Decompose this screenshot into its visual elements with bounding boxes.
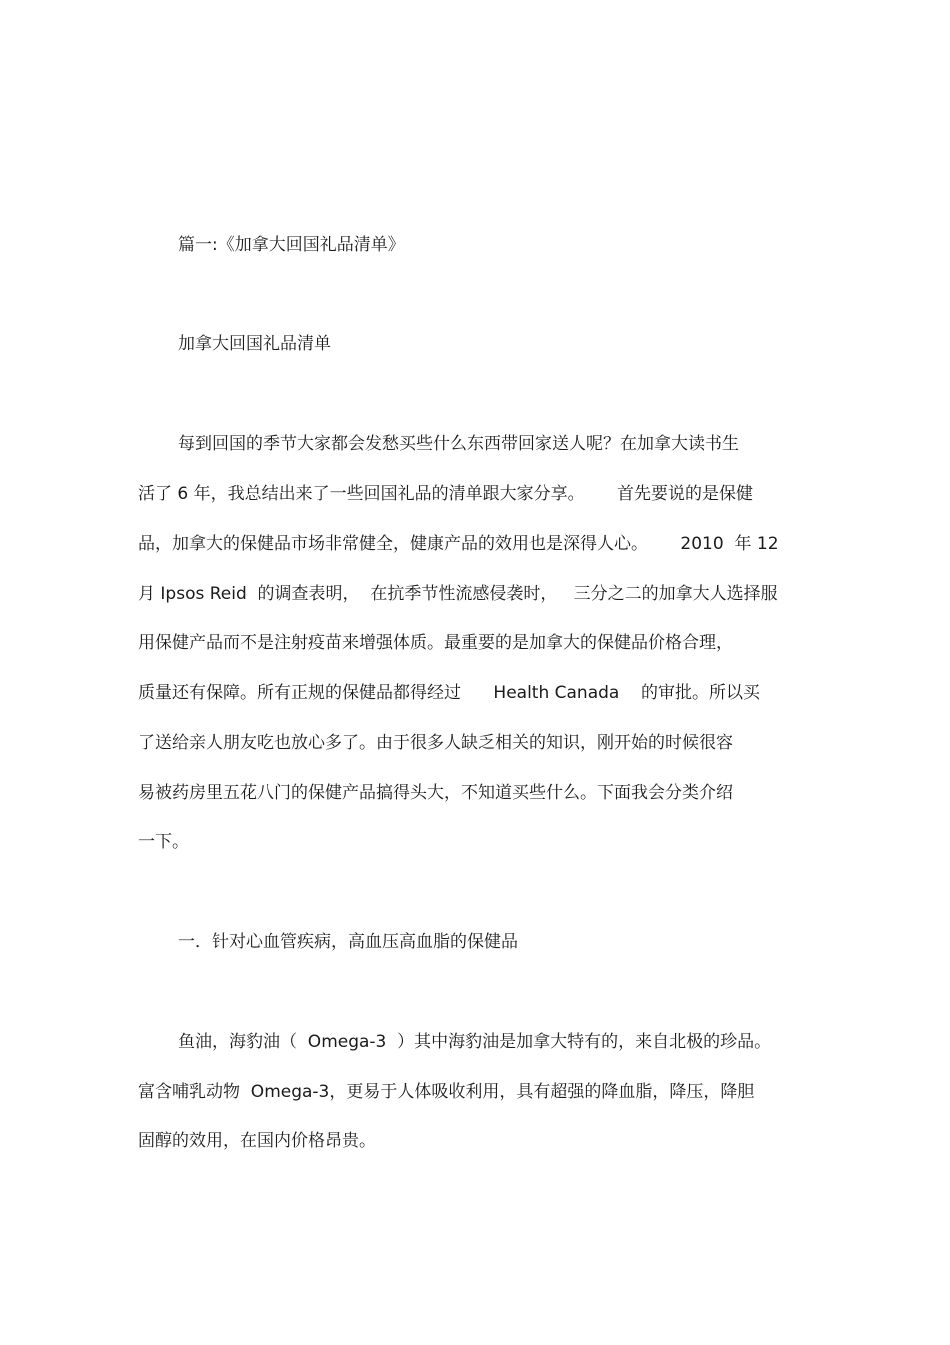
paragraph-line: 用保健产品而不是注射疫苗来增强体质。最重要的是加拿大的保健品价格合理， bbox=[138, 633, 733, 653]
paragraph-line: 一下。 bbox=[138, 832, 189, 852]
paragraph-line: 活了 6 年，我总结出来了一些回国礼品的清单跟大家分享。 首先要说的是保健 bbox=[138, 484, 754, 504]
paragraph-line: 富含哺乳动物 Omega-3，更易于人体吸收利用，具有超强的降血脂，降压，降胆 bbox=[138, 1082, 755, 1102]
paragraph-line: 品，加拿大的保健品市场非常健全，健康产品的效用也是深得人心。 2010 年 12 bbox=[138, 534, 779, 554]
paragraph-line: 固醇的效用，在国内价格昂贵。 bbox=[138, 1131, 376, 1151]
paragraph-line: 鱼油，海豹油（ Omega-3 ）其中海豹油是加拿大特有的，来自北极的珍品。 bbox=[178, 1032, 772, 1052]
document-heading: 加拿大回国礼品清单 bbox=[178, 334, 331, 354]
paragraph-line: 易被药房里五花八门的保健产品搞得头大，不知道买些什么。下面我会分类介绍 bbox=[138, 783, 733, 803]
paragraph-line: 质量还有保障。所有正规的保健品都得经过 Health Canada 的审批。所以买 bbox=[138, 683, 760, 703]
paragraph-line: 了送给亲人朋友吃也放心多了。由于很多人缺乏相关的知识，刚开始的时候很容 bbox=[138, 733, 733, 753]
section-title: 篇一:《加拿大回国礼品清单》 bbox=[178, 235, 405, 255]
category-heading: 一．针对心血管疾病，高血压高血脂的保健品 bbox=[178, 932, 518, 952]
paragraph-line: 每到回国的季节大家都会发愁买些什么东西带回家送人呢？在加拿大读书生 bbox=[178, 434, 739, 454]
paragraph-line: 月 Ipsos Reid 的调查表明， 在抗季节性流感侵袭时， 三分之二的加拿大人选择服 bbox=[138, 584, 778, 604]
